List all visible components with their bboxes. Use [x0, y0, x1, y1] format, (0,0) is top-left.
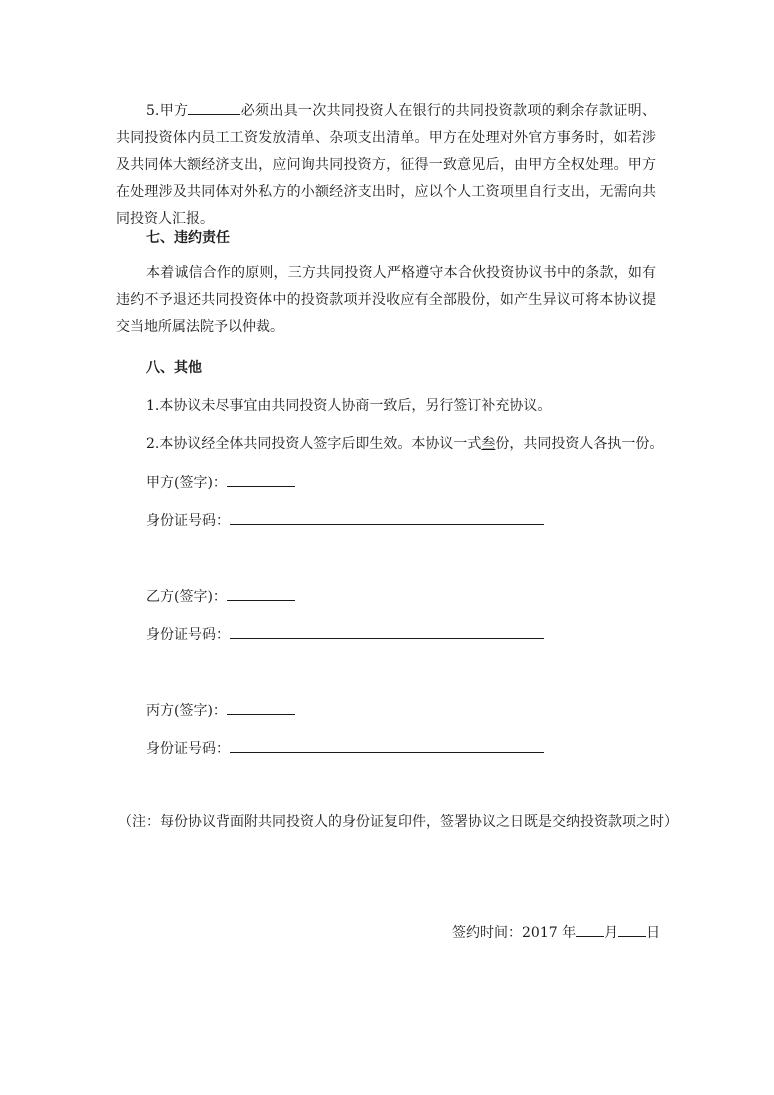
party-a-id-label: 身份证号码：	[146, 513, 230, 529]
party-b-id-row	[146, 624, 544, 645]
clause-5-prefix: 5.甲方	[146, 103, 189, 119]
month-label: 月	[604, 925, 619, 941]
footnote: （注：每份协议背面附共同投资人的身份证复印件，签署协议之日既是交纳投资款项之时）	[118, 814, 678, 830]
day-label: 日	[646, 925, 661, 941]
section-8-item-1: 1.本协议未尽事宜由共同投资人协商一致后，另行签订补充协议。	[146, 398, 552, 414]
item-2-copies: 叁	[481, 436, 496, 452]
signing-date-label: 签约时间：2017 年	[452, 925, 577, 941]
party-b-signature-row	[146, 586, 295, 607]
party-a-id-field[interactable]	[230, 510, 544, 525]
party-c-id-label: 身份证号码：	[146, 741, 230, 757]
party-b-label: 乙方(签字)：	[146, 589, 227, 605]
signing-date-row	[452, 922, 660, 943]
section-7-body: 本着诚信合作的原则，三方共同投资人严格遵守本合伙投资协议书中的条款，如有违约不予退还共同投资体中的投资款项并没收应有全部股份，如产生异议可将本协议提交当地所属法院予以仲裁。	[116, 265, 656, 335]
clause-5-blank[interactable]	[188, 100, 240, 115]
clause-5-text: 必须出具一次共同投资人在银行的共同投资款项的剩余存款证明、共同投资体内员工工资发放清单、杂项支出清单。甲方在处理对外官方事务时，如若涉及共同体大额经济支出，应问询共同投资方，征得一致意见后，由甲方全权处理。甲方在处理涉及共同体对外私方的小额经济支出时，应以个人工资项里自行支出，无需向共同投资人汇报。	[116, 103, 657, 227]
month-field[interactable]	[576, 922, 604, 937]
item-2-before: 2.本协议经全体共同投资人签字后即生效。本协议一式	[146, 436, 482, 452]
party-b-signature-field[interactable]	[227, 586, 295, 601]
section-8-heading: 八、其他	[146, 360, 202, 376]
party-b-id-label: 身份证号码：	[146, 627, 230, 643]
day-field[interactable]	[618, 922, 646, 937]
party-c-label: 丙方(签字)：	[146, 703, 227, 719]
section-8-item-2	[146, 434, 663, 454]
item-2-after: 份，共同投资人各执一份。	[495, 436, 664, 452]
party-c-signature-field[interactable]	[227, 700, 295, 715]
party-b-id-field[interactable]	[230, 624, 544, 639]
party-c-signature-row	[146, 700, 295, 721]
party-a-label: 甲方(签字)：	[146, 475, 227, 491]
clause-5-paragraph	[116, 98, 656, 233]
section-7-heading: 七、违约责任	[146, 230, 230, 246]
party-a-signature-row	[146, 472, 295, 493]
party-c-id-field[interactable]	[230, 738, 544, 753]
party-a-id-row	[146, 510, 544, 531]
party-c-id-row	[146, 738, 544, 759]
party-a-signature-field[interactable]	[227, 472, 295, 487]
